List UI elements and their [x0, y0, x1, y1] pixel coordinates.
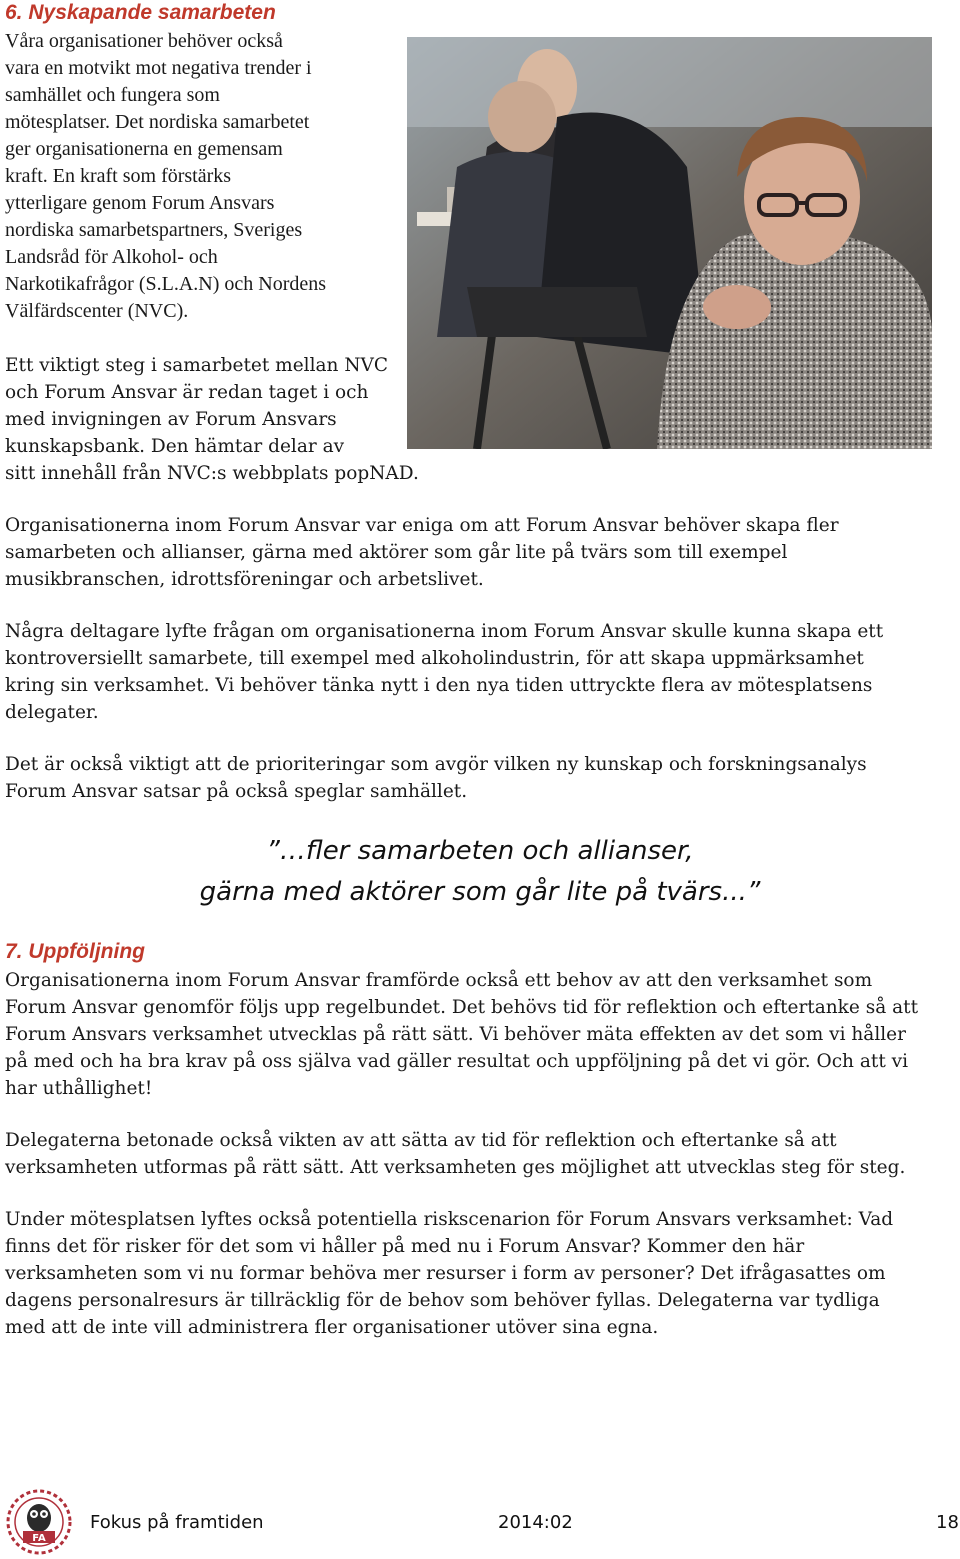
footer-issue: 2014:02	[498, 1512, 573, 1533]
section-6-paragraph-4: Några deltagare lyfte frågan om organisationerna inom Forum Ansvar skulle kunna skapa ett kontroversiellt samarbete, till exempel med alkoholindustrin, för att skapa uppmärksamhet kring sin verksamhet. Vi behöver tänka nytt i den nya tiden uttryckte flera av mötesplatsens delegater.	[5, 621, 884, 723]
forum-ansvar-logo-icon	[3, 1488, 75, 1556]
meeting-photo	[407, 37, 932, 449]
logo-text: FA	[32, 1533, 46, 1544]
footer-page-number: 18	[936, 1512, 959, 1533]
section-7-paragraph-1: Organisationerna inom Forum Ansvar framförde också ett behov av att den verksamhet som Forum Ansvar genomför följs upp regelbundet. Det behövs tid för reflektion och eftertanke så att Forum Ansvars verksamhet utvecklas på rätt sätt. Vi behöver mäta effekten av det som vi håller på med och ha bra krav på oss själva vad gäller resultat och uppföljning på det vi gör. Och att vi har uthållighet!	[5, 970, 919, 1099]
section-6-paragraph-3: Organisationerna inom Forum Ansvar var eniga om att Forum Ansvar behöver skapa fler samarbeten och allianser, gärna med aktörer som går lite på tvärs som till exempel musikbranschen, idrottsföreningar och arbetslivet.	[5, 515, 839, 590]
footer-publication: Fokus på framtiden	[90, 1512, 264, 1533]
pull-quote: ”…fler samarbeten och allianser, gärna med aktörer som går lite på tvärs...”	[199, 836, 761, 907]
section-7-paragraph-3: Under mötesplatsen lyftes också potentiella riskscenarion för Forum Ansvars verksamhet: Vad finns det för risker för det som vi håller på med nu i Forum Ansvar? Kommer den här verksamheten som vi nu formar behöva mer resurser i form av personer? Det ifrågasattes om dagens personalresurs är tillräcklig för de behov som behöver fyllas. Delegaterna var tydliga med att de inte vill administrera fler organisationer utöver sina egna.	[5, 1209, 894, 1338]
section-6-heading: 6. Nyskapande samarbeten	[5, 1, 276, 24]
section-7-heading: 7. Uppföljning	[5, 940, 145, 963]
section-6-paragraph-5: Det är också viktigt att de prioriteringar som avgör vilken ny kunskap och forskningsanalys Forum Ansvar satsar på också speglar samhället.	[5, 754, 867, 802]
section-6-paragraph-2: Ett viktigt steg i samarbetet mellan NVC och Forum Ansvar är redan taget i och med invigningen av Forum Ansvars kunskapsbank. Den hämtar delar av sitt innehåll från NVC:s webbplats popNAD.	[5, 355, 419, 484]
meeting-photo-illustration	[407, 37, 932, 449]
section-7-paragraph-2: Delegaterna betonade också vikten av att sätta av tid för reflektion och eftertanke så att verksamheten utformas på rätt sätt. Att verksamheten ges möjlighet att utvecklas steg för steg.	[5, 1130, 906, 1178]
section-6-intro: Våra organisationer behöver också vara en motvikt mot negativa trender i samhället och fungera som mötesplatser. Det nordiska samarbetet ger organisationerna en gemensam kraft. En kraft som förstärks ytterligare genom Forum Ansvars nordiska samarbetspartners, Sveriges Landsråd för Alkohol- och Narkotikafrågor (S.L.A.N) och Nordens Välfärdscenter (NVC).	[5, 30, 327, 322]
page-footer	[0, 1488, 960, 1556]
